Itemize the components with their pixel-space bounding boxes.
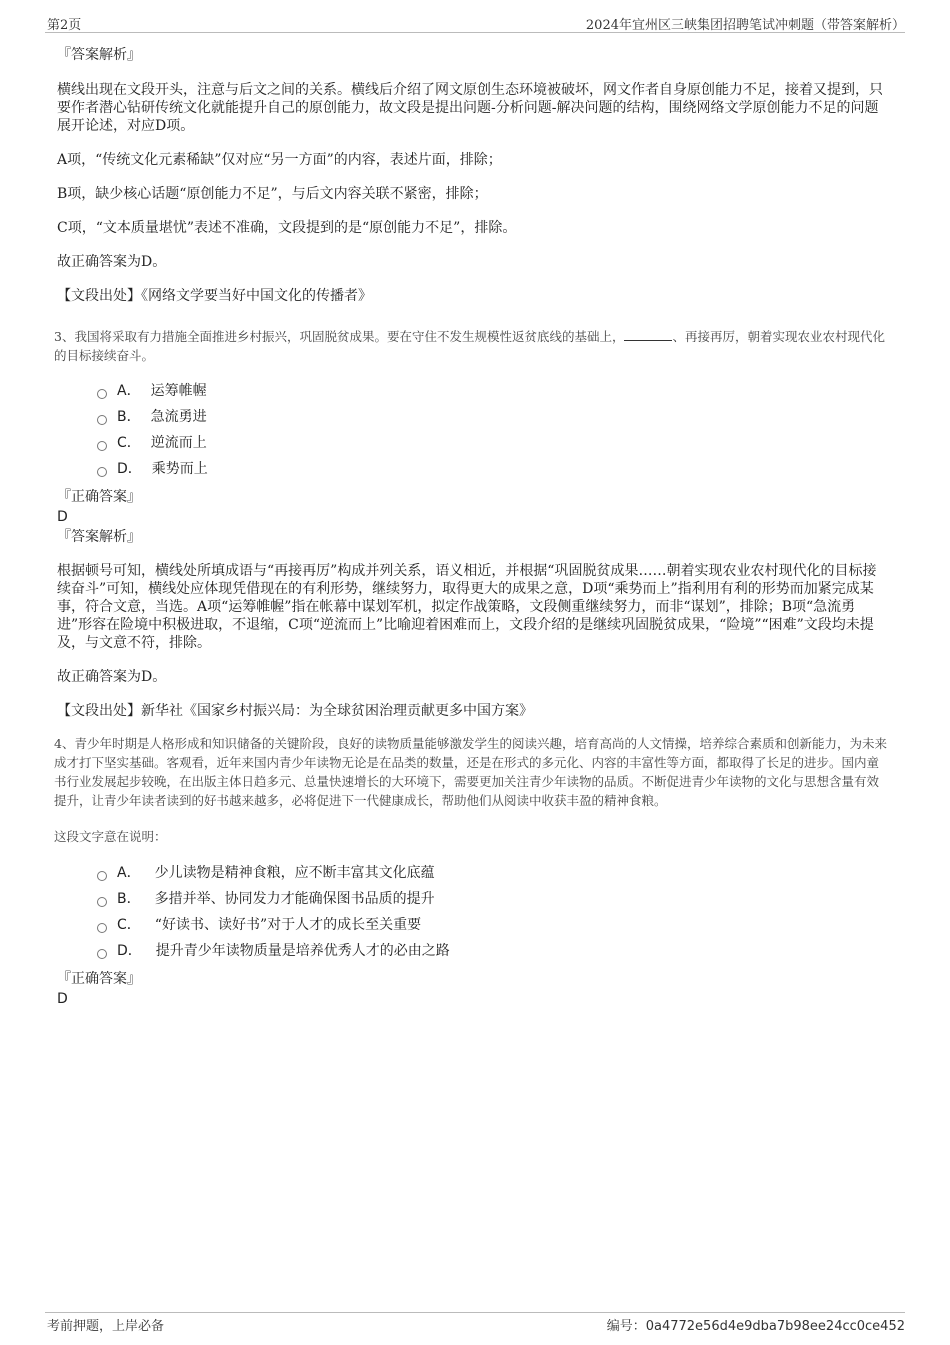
footer-slogan: 考前押题，上岸必备 [47,1319,165,1334]
serial-value: 0a4772e56d4e9dba7b98ee24cc0ce452 [645,1319,905,1334]
q2-note-c: C项，“文本质量堪忧”表述不准确，文段提到的是“原创能力不足”，排除。 [57,220,517,236]
q2-analysis-label: 『答案解析』 [57,47,141,63]
q2-note-b: B项，缺少核心话题“原创能力不足”，与后文内容关联不紧密，排除； [57,186,488,202]
radio-icon[interactable] [97,871,107,881]
q4-correct-label: 『正确答案』 [57,971,141,987]
q4-stem: 4、青少年时期是人格形成和知识储备的关键阶段，良好的读物质量能够激发学生的阅读兴趣，培育高尚的人文情操，培养综合素质和创新能力，为未来成才打下坚实基础。客观看，近年来国内青少年读物无论是在品类的数量，还是在形式的多元化、内容的丰富性等方面，都取得了长足的进步。国内童书行业发展起步较晚，在出版主体日趋多元、总量快速增长的大环境下，需要更加关注青少年读物的品质。不断促进青少年读物的文化与思想含量有效提升，让青少年读者读到的好书越来越多，必将促进下一代健康成长，帮助他们从阅读中收获丰盈的精神食粮。 [54,736,887,808]
q3-blank [624,329,672,341]
serial-label: 编号： [606,1319,646,1334]
q4-options [57,860,888,964]
radio-icon[interactable] [97,949,107,959]
q4-option-d[interactable]: D． 提升青少年读物质量是培养优秀人才的必由之路 [97,938,888,964]
q3-correct-label: 『正确答案』 [57,489,141,505]
q4-question: 这段文字意在说明： [54,829,167,844]
q3-conclusion: 故正确答案为D。 [57,669,167,685]
radio-icon[interactable] [97,923,107,933]
q4-option-a[interactable]: A． 少儿读物是精神食粮，应不断丰富其文化底蕴 [97,860,888,886]
page-content [54,46,888,1008]
q3-options [57,378,888,482]
document-title: 2024年宜州区三峡集团招聘笔试冲刺题（带答案解析） [585,18,905,33]
q3-analysis-label: 『答案解析』 [57,529,141,545]
q3-source: 【文段出处】新华社《国家乡村振兴局：为全球贫困治理贡献更多中国方案》 [57,703,533,719]
page-number: 第2页 [47,18,82,33]
radio-icon[interactable] [97,897,107,907]
q3-stem-before: 3、我国将采取有力措施全面推进乡村振兴，巩固脱贫成果。要在守住不发生规模性返贫底线的基础上， [54,329,625,344]
q3-stem-after: 、再接再厉，朝着实现农业农村现代化的目标接续奋斗。 [54,329,885,363]
q4-option-c[interactable]: C． “好读书、读好书”对于人才的成长至关重要 [97,912,888,938]
q3-option-b[interactable]: B． 急流勇进 [97,404,888,430]
q3-option-a[interactable]: A． 运筹帷幄 [97,378,888,404]
q3-stem [54,327,888,365]
q4-correct-answer: D [57,991,68,1007]
q3-analysis-text: 根据顿号可知，横线处所填成语与“再接再厉”构成并列关系，语义相近，并根据“巩固脱贫成果……朝着实现农业农村现代化的目标接续奋斗”可知，横线处应体现凭借现在的有利形势，继续努力，取得更大的成果之意，D项“乘势而上”指利用有利的形势而加紧完成某事，符合文意，当选。A项“运筹帷幄”指在帐幕中谋划军机，拟定作战策略，文段侧重继续努力，而非“谋划”，排除；B项“急流勇进”形容在险境中积极进取，不退缩，C项“逆流而上”比喻迎着困难而上，文段介绍的是继续巩固脱贫成果，“险境”“困难”文段均未提及，与文意不符，排除。 [57,563,877,651]
q2-source: 【文段出处】《网络文学要当好中国文化的传播者》 [57,288,372,304]
q2-analysis-text: 横线出现在文段开头，注意与后文之间的关系。横线后介绍了网文原创生态环境被破坏，网文作者自身原创能力不足，接着又提到，只要作者潜心钻研传统文化就能提升自己的原创能力，故文段是提出问题-分析问题-解决问题的结构，围绕网络文学原创能力不足的问题展开论述，对应D项。 [57,82,883,134]
q3-correct-answer: D [57,509,68,525]
q3-option-d[interactable]: D． 乘势而上 [97,456,888,482]
radio-icon[interactable] [97,467,107,477]
page-footer [45,1312,905,1333]
q2-note-a: A项，“传统文化元素稀缺”仅对应“另一方面”的内容，表述片面，排除； [57,152,502,168]
radio-icon[interactable] [97,441,107,451]
page-header [45,14,905,33]
radio-icon[interactable] [97,415,107,425]
radio-icon[interactable] [97,389,107,399]
q3-option-c[interactable]: C． 逆流而上 [97,430,888,456]
footer-serial [607,1315,905,1334]
q4-option-b[interactable]: B． 多措并举、协同发力才能确保图书品质的提升 [97,886,888,912]
q2-conclusion: 故正确答案为D。 [57,254,167,270]
